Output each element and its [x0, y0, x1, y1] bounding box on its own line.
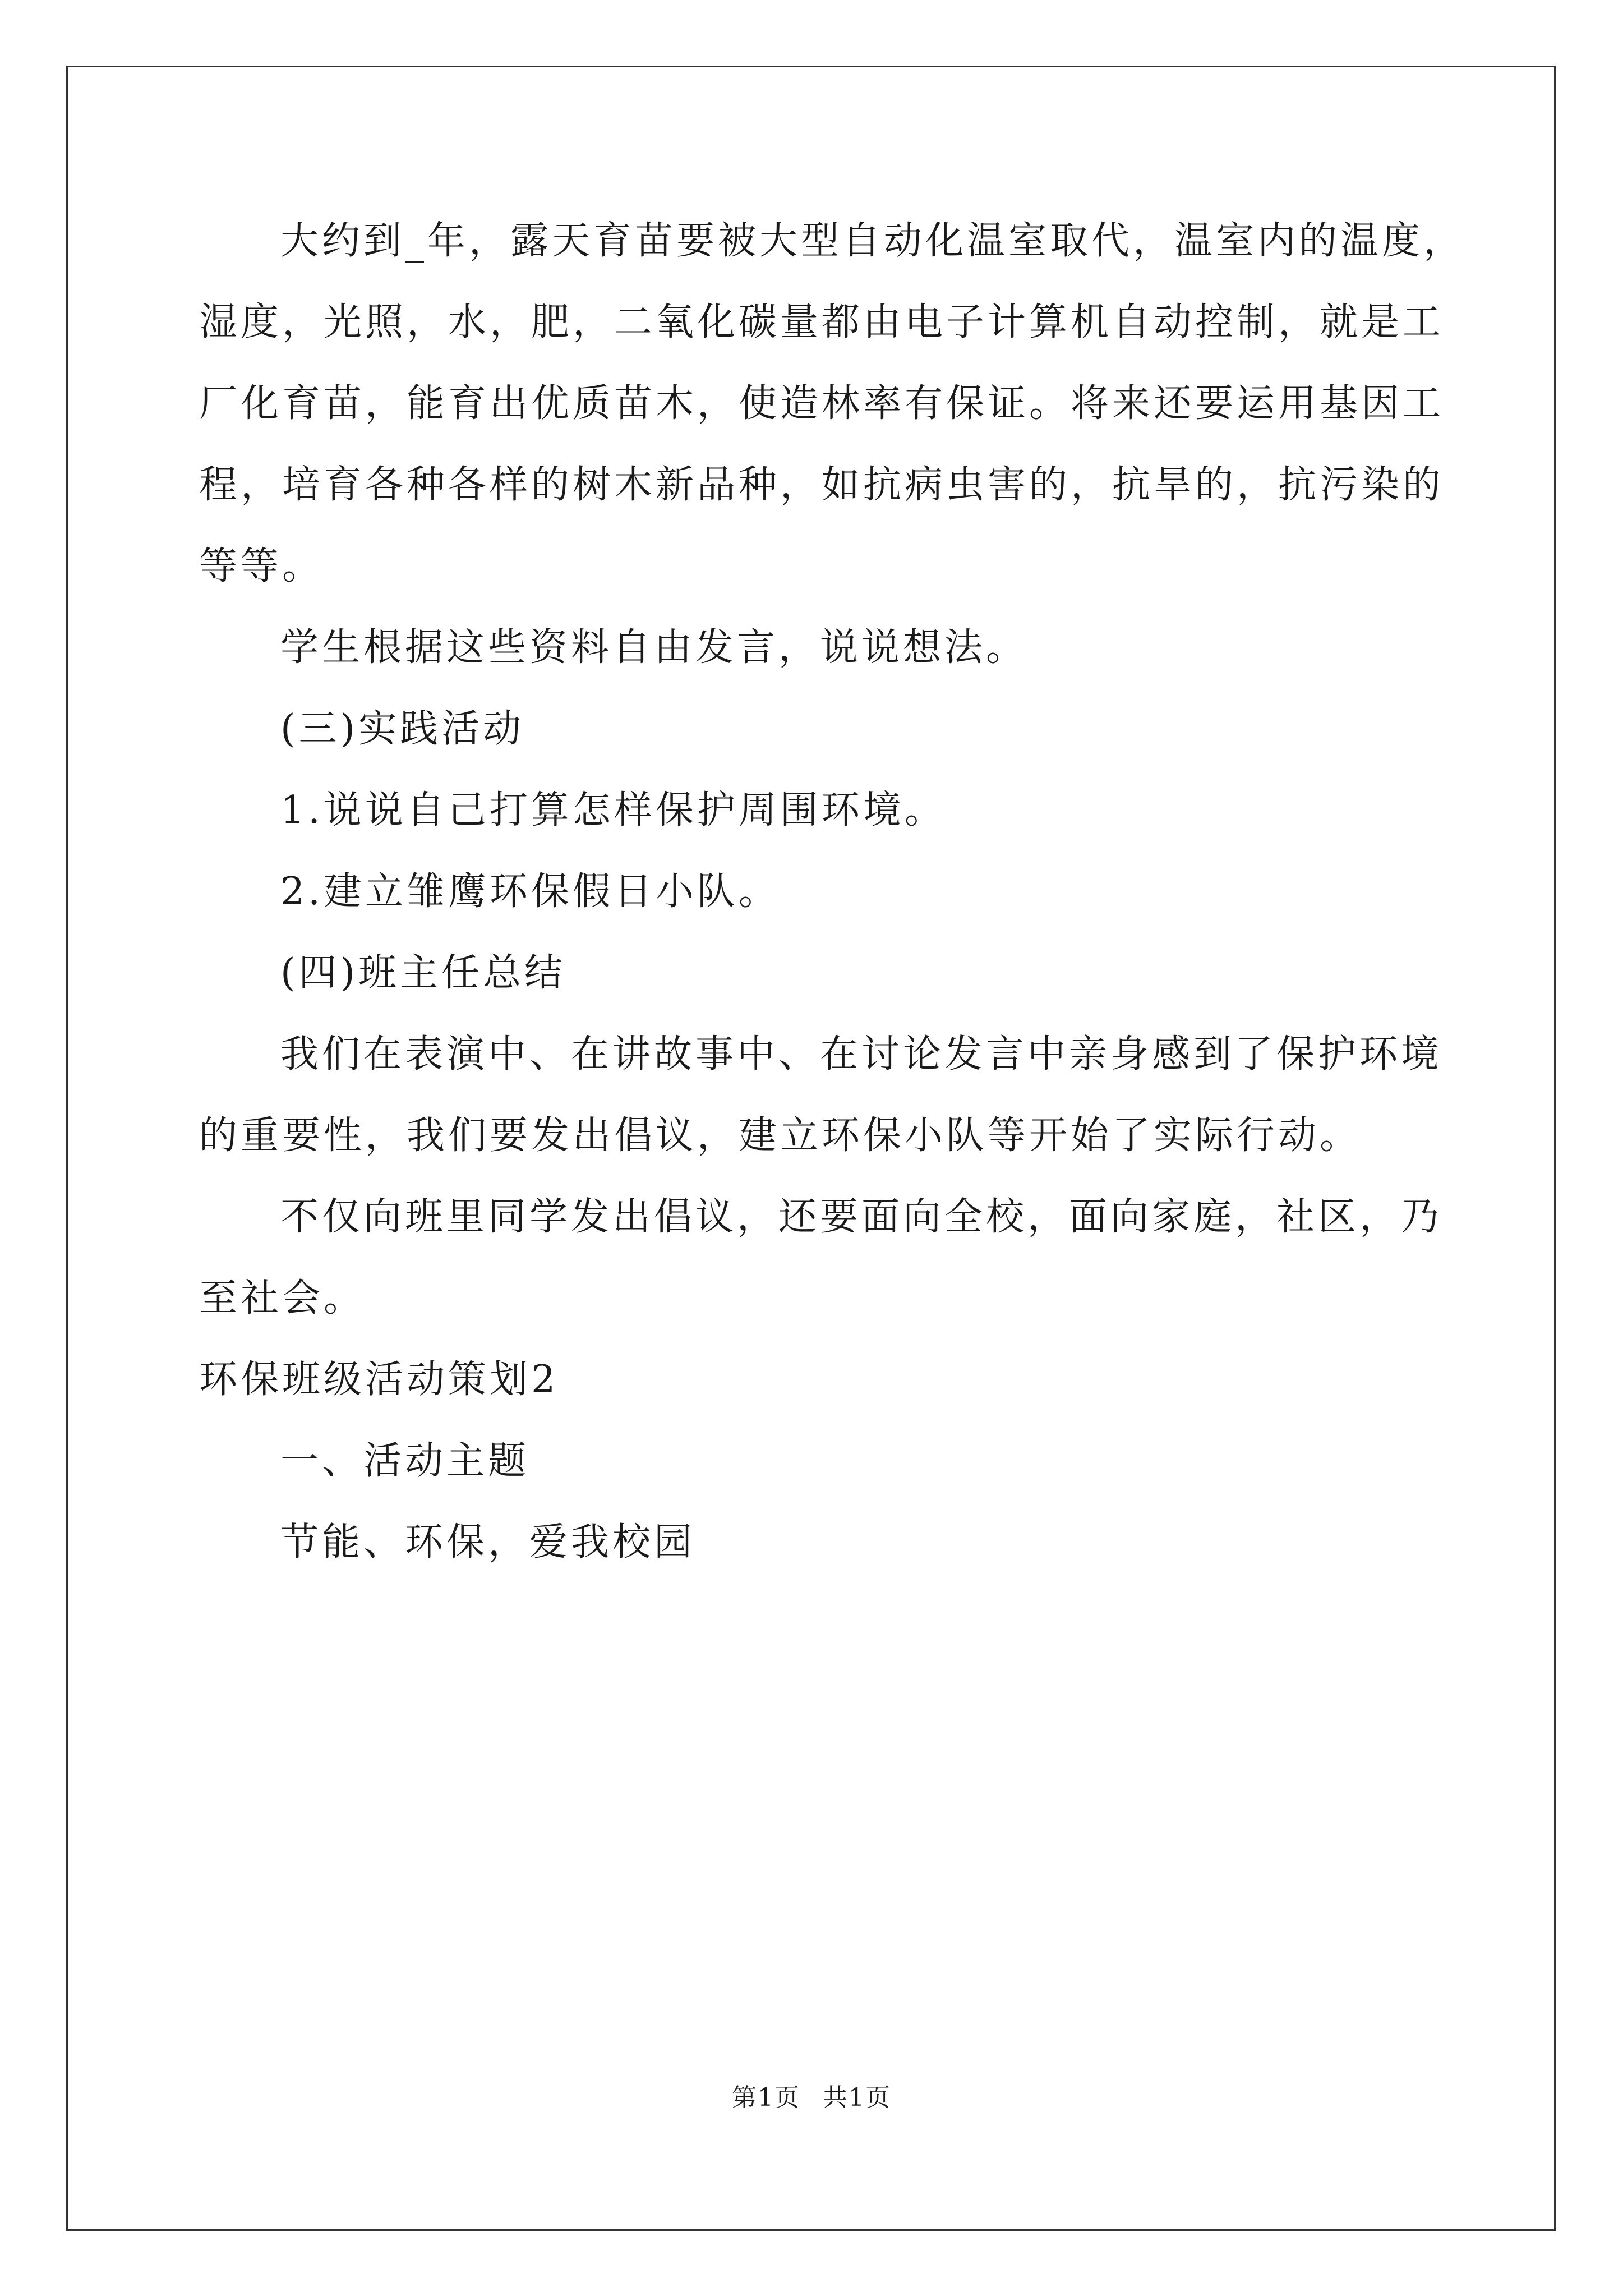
paragraph-1-line-3: 厂化育苗，能育出优质苗木，使造林率有保证。将来还要运用基因工	[199, 381, 1445, 426]
paragraph-4-line-1: 不仅向班里同学发出倡议，还要面向全校，面向家庭，社区，乃	[280, 1195, 1443, 1239]
document-title-2: 环保班级活动策划2	[199, 1358, 559, 1402]
paragraph-1-line-1: 大约到_年，露天育苗要被大型自动化温室取代，温室内的温度，	[280, 219, 1465, 263]
paragraph-2: 学生根据这些资料自由发言，说说想法。	[280, 625, 1028, 670]
paragraph-1-line-4: 程，培育各种各样的树木新品种，如抗病虫害的，抗旱的，抗污染的	[199, 463, 1445, 507]
paragraph-4-line-2: 至社会。	[199, 1276, 366, 1320]
section-heading-practice: (三)实践活动	[280, 707, 525, 751]
section-heading-theme: 一、活动主题	[280, 1439, 530, 1483]
page-number-current: 第1页	[732, 2083, 800, 2112]
section-heading-summary: (四)班主任总结	[280, 951, 566, 995]
paragraph-1-line-5: 等等。	[199, 544, 324, 588]
theme-text: 节能、环保，爱我校园	[280, 1520, 696, 1565]
paragraph-3-line-2: 的重要性，我们要发出倡议，建立环保小队等开始了实际行动。	[199, 1114, 1362, 1158]
paragraph-3-line-1: 我们在表演中、在讲故事中、在讨论发言中亲身感到了保护环境	[280, 1032, 1443, 1076]
page-footer	[0, 2082, 1623, 2114]
page-number-total: 共1页	[823, 2083, 891, 2112]
paragraph-1-line-2: 湿度，光照，水，肥，二氧化碳量都由电子计算机自动控制，就是工	[199, 300, 1445, 344]
list-item-1: 1.说说自己打算怎样保护周围环境。	[280, 788, 946, 832]
list-item-2: 2.建立雏鹰环保假日小队。	[280, 869, 780, 914]
